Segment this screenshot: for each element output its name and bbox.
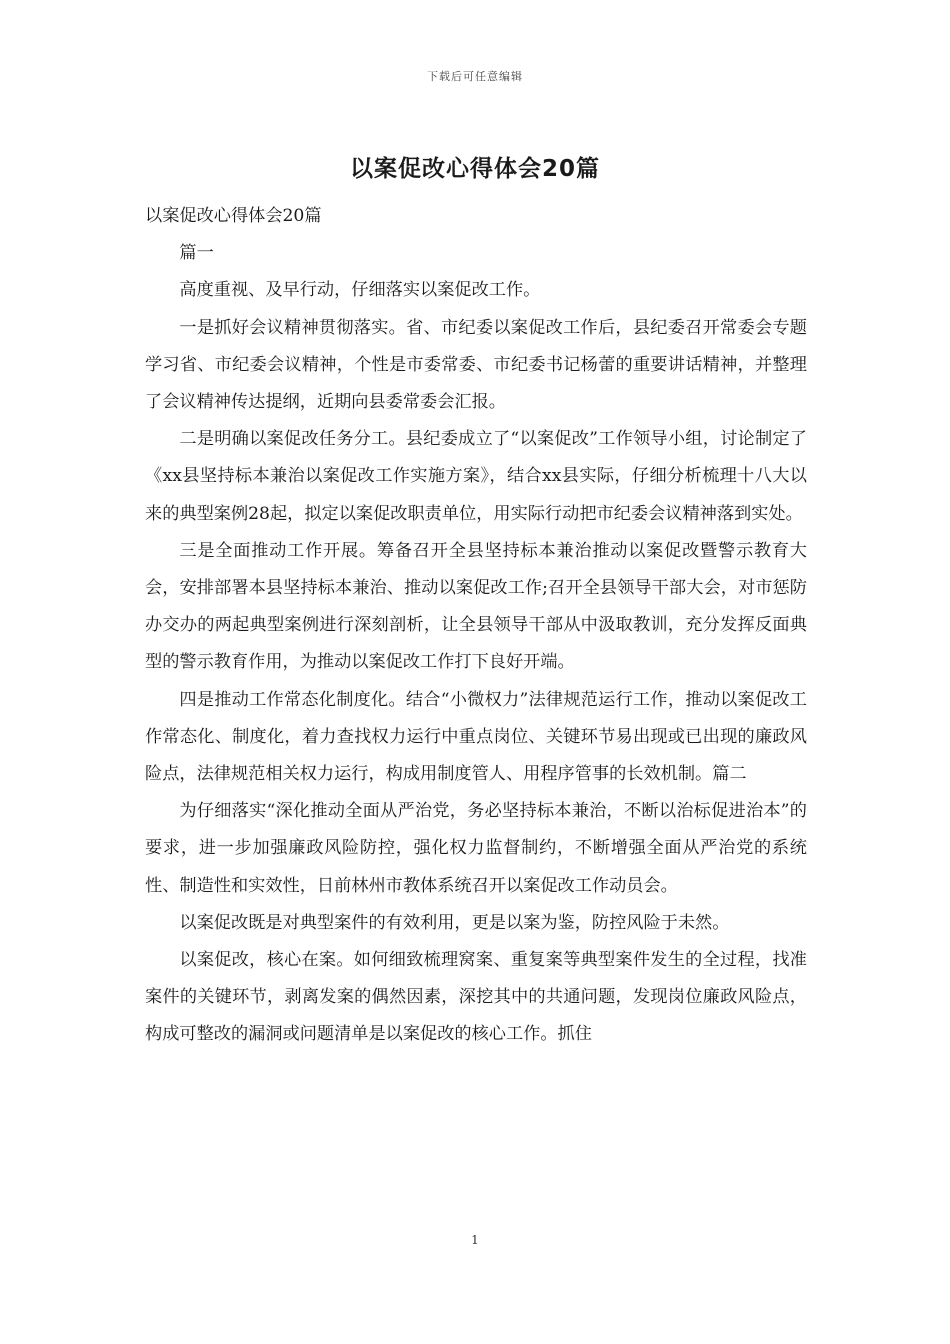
body-paragraph: 二是明确以案促改任务分工。县纪委成立了“以案促改”工作领导小组，讨论制定了《xx县坚持标本兼治以案促改工作实施方案》，结合xx县实际，仔细分析梳理十八大以来的典型案例28起，拟定以案促改职责单位，用实际行动把市纪委会议精神落到实处。	[145, 429, 807, 524]
page-number: 1	[471, 1233, 479, 1247]
document-body	[145, 198, 807, 1054]
body-paragraph: 高度重视、及早行动，仔细落实以案促改工作。	[179, 280, 541, 301]
document-title: 以案促改心得体会20篇	[349, 156, 600, 182]
body-paragraph: 为仔细落实“深化推动全面从严治党，务必坚持标本兼治，不断以治标促进治本”的要求，进一步加强廉政风险防控，强化权力监督制约，不断增强全面从严治党的系统性、制造性和实效性，日前林州市教体系统召开以案促改工作动员会。	[145, 801, 807, 896]
body-paragraph: 以案促改既是对典型案件的有效利用，更是以案为鉴，防控风险于未然。	[179, 912, 730, 933]
subtitle-paragraph: 以案促改心得体会20篇	[145, 206, 322, 226]
body-paragraph: 三是全面推动工作开展。筹备召开全县坚持标本兼治推动以案促改暨警示教育大会，安排部署本县坚持标本兼治、推动以案促改工作;召开全县领导干部大会，对市惩防办交办的两起典型案例进行深刻剖析，让全县领导干部从中汲取教训，充分发挥反面典型的警示教育作用，为推动以案促改工作打下良好开端。	[145, 540, 807, 673]
body-paragraph: 以案促改，核心在案。如何细致梳理窝案、重复案等典型案件发生的全过程，找准案件的关键环节，剥离发案的偶然因素，深挖其中的共通问题，发现岗位廉政风险点，构成可整改的漏洞或问题清单是以案促改的核心工作。抓住	[145, 950, 807, 1045]
body-paragraph: 一是抓好会议精神贯彻落实。省、市纪委以案促改工作后，县纪委召开常委会专题学习省、市纪委会议精神，个性是市委常委、市纪委书记杨蕾的重要讲话精神，并整理了会议精神传达提纲，近期向县委常委会汇报。	[145, 317, 807, 413]
body-paragraph: 四是推动工作常态化制度化。结合“小微权力”法律规范运行工作，推动以案促改工作常态化、制度化，着力查找权力运行中重点岗位、关键环节易出现或已出现的廉政风险点，法律规范相关权力运行，构成用制度管人、用程序管事的长效机制。篇二	[145, 689, 807, 785]
header-note: 下载后可任意编辑	[427, 70, 523, 83]
section-heading: 篇一	[179, 243, 214, 264]
